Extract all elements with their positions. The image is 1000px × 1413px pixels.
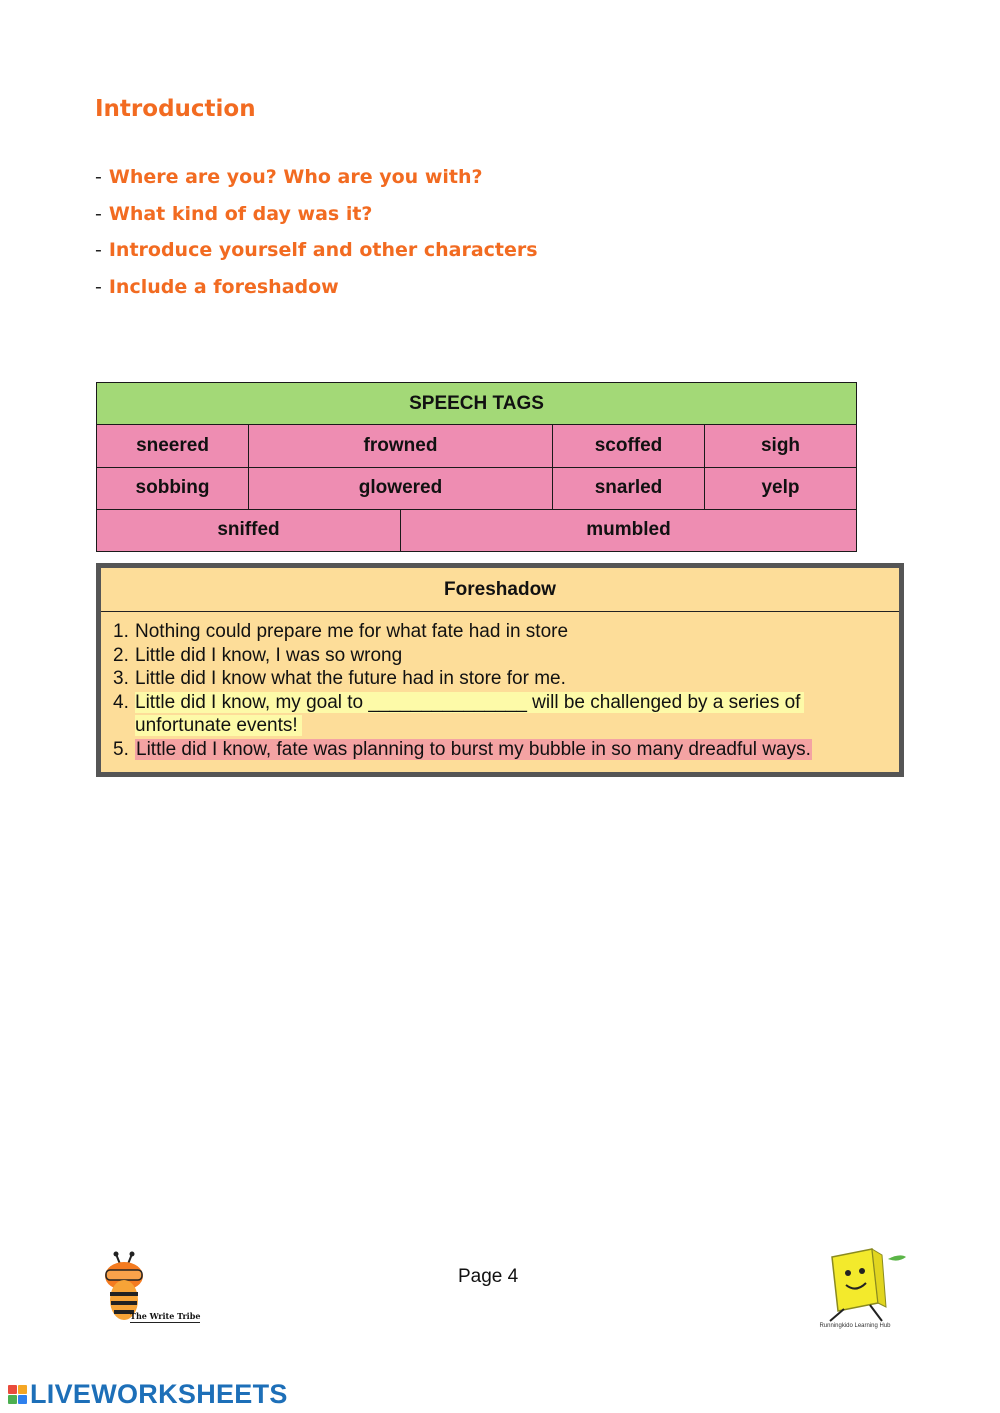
speech-tag-cell: frowned [249, 425, 553, 467]
intro-bullet-text: What kind of day was it? [108, 202, 373, 225]
bee-logo-caption: The Write Tribe [130, 1311, 201, 1321]
foreshadow-item-number: 3. [113, 668, 129, 689]
bullet-dash: - [95, 239, 102, 261]
speech-tags-table [96, 382, 857, 552]
speech-tag-cell: sobbing [97, 467, 249, 509]
speech-tag-cell: sniffed [97, 509, 401, 551]
page-number: Page 4 [458, 1266, 519, 1287]
foreshadow-item-text-highlighted: Little did I know, fate was planning to burst my bubble in so many dreadful ways. [136, 738, 811, 760]
bullet-dash: - [95, 166, 102, 188]
speech-tag-cell: sneered [97, 425, 249, 467]
foreshadow-item-text: Little did I know, I was so wrong [135, 644, 403, 666]
running-book-logo-caption: Runningkido Learning Hub [819, 1323, 891, 1329]
intro-bullet-text: Include a foreshadow [108, 275, 339, 298]
foreshadow-item [113, 738, 899, 762]
foreshadow-item [113, 620, 899, 644]
foreshadow-item [113, 644, 899, 668]
intro-bullet-text: Where are you? Who are you with? [108, 166, 483, 188]
intro-bullet [95, 200, 538, 237]
intro-bullet [95, 236, 538, 273]
foreshadow-title: Foreshadow [101, 568, 899, 612]
speech-tag-cell: mumbled [401, 509, 857, 551]
liveworksheets-logo [8, 1379, 288, 1410]
foreshadow-item [113, 667, 899, 691]
foreshadow-item-number: 4. [113, 691, 129, 713]
speech-tag-cell: glowered [249, 467, 553, 509]
foreshadow-item-text-highlighted: Little did I know, my goal to _______________ will be challenged by a series of unfortunate events! [135, 692, 804, 737]
speech-tag-cell: scoffed [553, 425, 705, 467]
intro-bullet-text: Introduce yourself and other characters [108, 239, 538, 261]
foreshadow-item-number: 5. [113, 738, 129, 760]
speech-tag-cell: yelp [705, 467, 857, 509]
intro-bullet [95, 163, 538, 200]
bullet-dash: - [95, 202, 102, 225]
foreshadow-list [101, 612, 899, 761]
intro-bullet-list [95, 163, 538, 309]
speech-tags-header: SPEECH TAGS [97, 383, 857, 425]
speech-tag-cell: sigh [705, 425, 857, 467]
foreshadow-item-text: Nothing could prepare me for what fate had in store [135, 621, 569, 642]
foreshadow-item [113, 691, 899, 738]
foreshadow-box [96, 563, 904, 777]
intro-title: Introduction [95, 96, 256, 122]
speech-tag-cell: snarled [553, 467, 705, 509]
foreshadow-item-number: 2. [113, 644, 129, 666]
bullet-dash: - [95, 275, 102, 298]
liveworksheets-wordmark: LIVEWORKSHEETS [30, 1379, 288, 1409]
foreshadow-item-number: 1. [113, 621, 129, 642]
intro-bullet [95, 273, 538, 310]
foreshadow-item-text: Little did I know what the future had in store for me. [135, 668, 566, 689]
running-book-logo-icon [812, 1245, 912, 1325]
liveworksheets-squares-icon [8, 1385, 27, 1404]
